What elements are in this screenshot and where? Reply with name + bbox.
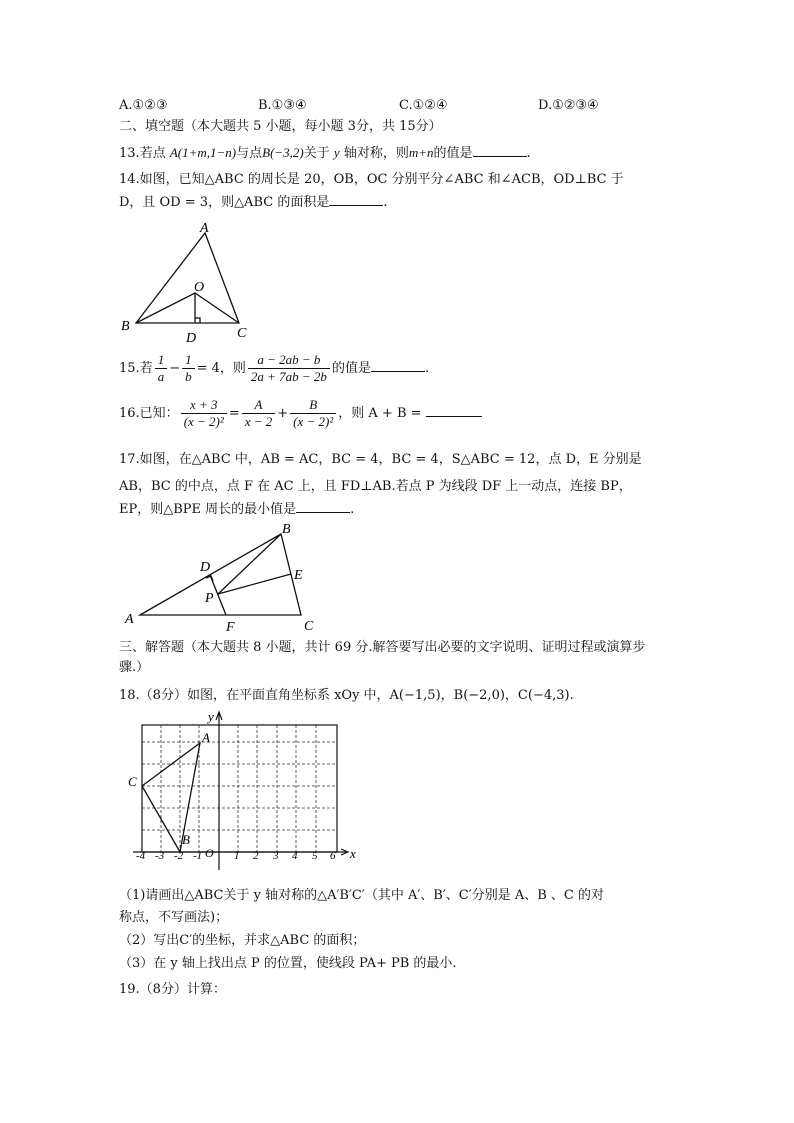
x-tick: 4 <box>292 850 298 862</box>
x-tick: -2 <box>174 850 184 862</box>
fig14-label-o: O <box>194 280 205 295</box>
section-2-heading: 二、填空题（本大题共 5 小题，每小题 3分，共 15分） <box>119 119 442 134</box>
fig18-label-o: O <box>205 846 214 860</box>
fig14-label-a: A <box>200 221 209 236</box>
x-tick: 1 <box>234 850 240 862</box>
fig17-label-b: B <box>282 522 291 537</box>
option-a: A.①②③ <box>119 98 168 113</box>
x-tick: -3 <box>155 850 165 862</box>
fig17-label-f: F <box>226 620 235 635</box>
fig17-label-d: D <box>200 560 211 575</box>
x-tick: -1 <box>193 850 203 862</box>
fig18-label-y: y <box>208 709 214 724</box>
q18-sub1-line2: 称点，不写画法)； <box>119 910 229 925</box>
x-tick: 6 <box>330 850 336 862</box>
question-13: 13.若点 A(1+m,1−n)与点B(−3,2)关于 y 轴对称，则m+n的值是 . <box>119 145 531 161</box>
question-15: 15.若 $\frac{1}{a}$ − $\frac{1}{b}$ = 4，则 $\frac{a - 2ab - b}{2a + 7ab - 2b}$ 的值是 . <box>119 352 430 384</box>
fig18-label-a: A <box>202 730 210 745</box>
fig18-label-b: B <box>182 832 190 847</box>
x-tick: 3 <box>273 850 279 862</box>
fig14-label-d: D <box>186 331 197 346</box>
x-tick: -4 <box>136 850 146 862</box>
question-17-line2: AB，BC 的中点，点 F 在 AC 上，且 FD⊥AB.若点 P 为线段 DF 上一动点，连接 BP， <box>119 479 632 494</box>
fig17-label-p: P <box>205 591 214 606</box>
x-tick: 5 <box>312 850 318 862</box>
option-c: C.①②④ <box>399 98 448 113</box>
q18-sub3: （3）在 y 轴上找出点 P 的位置，使线段 PA+ PB 的最小. <box>119 956 457 971</box>
fig14-label-b: B <box>121 319 130 334</box>
fig14-label-c: C <box>237 326 247 341</box>
option-d: D.①②③④ <box>538 98 599 113</box>
q18-sub1-line1: （1)请画出△ABC关于 y 轴对称的△A′B′C′（其中 A′、B′、C′分别是 A、B 、C 的对 <box>119 888 604 903</box>
question-16: 16.已知： $\frac{x + 3}{\text{(x − 2)²}}$ = $\frac{A}{x - 2}$ + $\frac{B}{\text{(x − 2)²}}$ ，则 A + B = <box>119 397 482 430</box>
question-17-line3: EP，则△BPE 周长的最小值是 . <box>119 502 355 517</box>
option-b: B.①③④ <box>258 98 307 113</box>
q18-sub2: （2）写出C′的坐标，并求△ABC 的面积； <box>119 933 366 948</box>
question-14-line1: 14.如图，已知△ABC 的周长是 20，OB，OC 分别平分∠ABC 和∠ACB，OD⊥BC 于 <box>119 172 624 187</box>
fig18-label-c: C <box>128 774 137 789</box>
fig17-label-a: A <box>125 612 134 627</box>
question-19: 19.（8分）计算： <box>119 982 226 997</box>
section-3-heading-line1: 三、解答题（本大题共 8 小题，共计 69 分.解答要写出必要的文字说明、证明过程或演算步 <box>119 640 646 655</box>
section-3-heading-line2: 骤.） <box>119 660 150 675</box>
question-18: 18.（8分）如图，在平面直角坐标系 xOy 中，A(−1,5)，B(−2,0)，C(−4,3). <box>119 688 574 703</box>
fig17-label-c: C <box>304 619 314 634</box>
question-14-line2: D，且 OD = 3，则△ABC 的面积是 . <box>119 195 388 210</box>
fig17-label-e: E <box>294 568 303 583</box>
fig18-label-x: x <box>350 846 356 861</box>
x-tick: 2 <box>253 850 259 862</box>
question-17-line1: 17.如图，在△ABC 中，AB = AC，BC = 4，BC = 4，S△ABC = 12，点 D，E 分别是 <box>119 452 642 467</box>
